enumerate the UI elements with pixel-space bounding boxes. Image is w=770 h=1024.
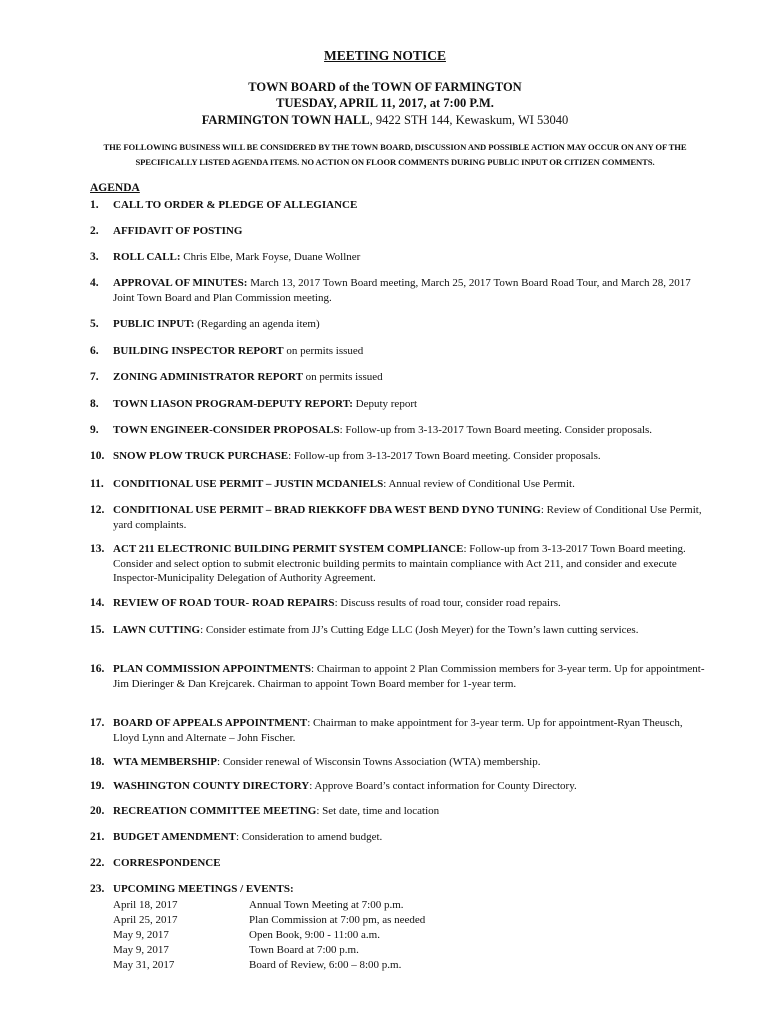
agenda-item-number: 5. [90,318,99,330]
agenda-item-text [113,882,710,897]
agenda-item [90,882,710,897]
agenda-item [90,250,710,265]
agenda-item [90,662,710,691]
disclaimer [90,140,700,170]
agenda-item-body: : Consideration to amend budget. [235,831,383,843]
agenda-item-heading: TOWN LIASON PROGRAM-DEPUTY REPORT: [113,398,353,410]
agenda-item-text [113,477,710,492]
event-date: May 9, 2017 [113,944,169,956]
agenda-item [90,224,710,239]
event-row [113,958,533,973]
agenda-item-number: 18. [90,756,105,768]
agenda-item-body: : Review of Conditional Use Permit, yard complaints. [113,504,702,531]
agenda-item-heading: BUDGET AMENDMENT [113,831,236,843]
agenda-item [90,623,710,638]
agenda-item-number: 8. [90,398,99,410]
agenda-item [90,317,710,332]
agenda-item-text [113,596,710,611]
agenda-item [90,596,710,611]
agenda-item-number: 15. [90,624,105,636]
agenda-item-heading: APPROVAL OF MINUTES: [113,277,248,289]
agenda-item-number: 21. [90,831,105,843]
agenda-item-heading: REVIEW OF ROAD TOUR- ROAD REPAIRS [113,597,335,609]
agenda-item-number: 11. [90,478,104,490]
event-description: Annual Town Meeting at 7:00 p.m. [249,899,404,911]
agenda-item [90,804,710,819]
agenda-item-heading: ZONING ADMINISTRATOR REPORT [113,371,303,383]
location-address: , 9422 STH 144, Kewaskum, WI 53040 [369,113,569,127]
agenda-item-number: 7. [90,371,99,383]
agenda-item-number: 6. [90,345,99,357]
disclaimer-line-2: SPECIFICALLY LISTED AGENDA ITEMS. NO ACTION ON FLOOR COMMENTS DURING PUBLIC INPUT OR CITIZEN COMMENTS. [135,157,655,167]
agenda-item-body: : Discuss results of road tour, consider road repairs. [334,597,561,609]
agenda-item-body: on permits issued [283,345,364,357]
agenda-item-heading: SNOW PLOW TRUCK PURCHASE [113,450,289,462]
agenda-item-body: : Annual review of Conditional Use Permit. [383,478,575,490]
agenda-item-heading: WASHINGTON COUNTY DIRECTORY [113,780,310,792]
event-date: April 25, 2017 [113,914,178,926]
agenda-item-text [113,198,710,213]
agenda-item [90,423,710,438]
agenda-item-number: 9. [90,424,99,436]
agenda-item-text [113,503,710,532]
agenda-item [90,198,710,213]
agenda-item-body: Deputy report [352,398,418,410]
agenda-item-heading: ROLL CALL: [113,251,181,263]
agenda-item-number: 1. [90,199,99,211]
agenda-item-number: 10. [90,450,105,462]
agenda-item [90,370,710,385]
agenda-item-body: on permits issued [302,371,383,383]
event-date: May 31, 2017 [113,959,175,971]
agenda-item [90,830,710,845]
agenda-item-heading: PUBLIC INPUT: [113,318,195,330]
event-date: May 9, 2017 [113,929,169,941]
agenda-item-text [113,423,710,438]
agenda-item-text [113,804,710,819]
agenda-item-number: 17. [90,717,105,729]
agenda-item-number: 23. [90,883,105,895]
agenda-item-body: Chris Elbe, Mark Foyse, Duane Wollner [180,251,361,263]
agenda-item-text [113,716,710,745]
agenda-item-text [113,344,710,359]
agenda-item-body: : Follow-up from 3-13-2017 Town Board meeting. Consider proposals. [339,424,653,436]
event-row [113,943,533,958]
agenda-item-body: (Regarding an agenda item) [194,318,320,330]
agenda-item-text [113,542,710,586]
disclaimer-line-1: THE FOLLOWING BUSINESS WILL BE CONSIDERED BY THE TOWN BOARD, DISCUSSION AND POSSIBLE ACTION MAY OCCUR ON ANY OF THE [103,142,687,152]
agenda-item-body: : Consider renewal of Wisconsin Towns Association (WTA) membership. [217,756,541,768]
agenda-item [90,779,710,794]
agenda-item-heading: AFFIDAVIT OF POSTING [113,225,243,237]
agenda-item-heading: LAWN CUTTING [113,624,201,636]
agenda-item-number: 16. [90,663,105,675]
agenda-item [90,856,710,871]
agenda-item-number: 4. [90,277,99,289]
board-name: TOWN BOARD of the TOWN OF FARMINGTON [248,80,522,94]
agenda-item-text [113,276,710,305]
agenda-item-heading: BOARD OF APPEALS APPOINTMENT [113,717,308,729]
agenda-item-body: : Approve Board’s contact information for County Directory. [309,780,577,792]
agenda-item-heading: TOWN ENGINEER-CONSIDER PROPOSALS [113,424,340,436]
agenda-item [90,477,710,492]
agenda-item-heading: WTA MEMBERSHIP [113,756,218,768]
agenda-item [90,716,710,745]
agenda-item-heading: PLAN COMMISSION APPOINTMENTS [113,663,312,675]
agenda-item-body: : Set date, time and location [316,805,440,817]
agenda-item-heading: CALL TO ORDER & PLEDGE OF ALLEGIANCE [113,199,358,211]
agenda-item [90,344,710,359]
agenda-label: AGENDA [90,182,140,194]
agenda-item-text [113,779,710,794]
agenda-item-text [113,623,710,638]
agenda-item-body: : Chairman to appoint 2 Plan Commission members for 3-year term. Up for appointment-Jim Dieringer & Dan Krejcarek. Chairman to appoint Town Board member for 1-year term. [113,663,705,690]
agenda-item-heading: CONDITIONAL USE PERMIT – BRAD RIEKKOFF DBA WEST BEND DYNO TUNING [113,504,541,516]
agenda-item-text [113,317,710,332]
agenda-item-body: : Chairman to make appointment for 3-year term. Up for appointment-Ryan Theusch, Lloyd Lynn and Alternate – John Fischer. [113,717,683,744]
event-description: Plan Commission at 7:00 pm, as needed [249,914,426,926]
event-description: Open Book, 9:00 - 11:00 a.m. [249,929,380,941]
agenda-item [90,542,710,586]
agenda-item-heading: CORRESPONDENCE [113,857,221,869]
agenda-item-text [113,224,710,239]
meeting-location [0,113,770,128]
agenda-item [90,449,710,464]
meeting-datetime: TUESDAY, APRIL 11, 2017, at 7:00 P.M. [276,96,494,110]
event-row [113,928,533,943]
agenda-item-text [113,370,710,385]
agenda-item-number: 12. [90,504,105,516]
agenda-item-text [113,856,710,871]
agenda-item-number: 20. [90,805,105,817]
event-date: April 18, 2017 [113,899,178,911]
agenda-item [90,397,710,412]
agenda-item-text [113,397,710,412]
agenda-item-heading: BUILDING INSPECTOR REPORT [113,345,284,357]
notice-title: MEETING NOTICE [324,48,446,63]
agenda-item-body: : Follow-up from 3-13-2017 Town Board meeting. Consider and select option to submit electronic building permits to maintain compliance with Act 211, and consider and execute Inspector-Municipality Delegation of Authority Agreement. [113,543,686,585]
agenda-item-body: : Follow-up from 3-13-2017 Town Board meeting. Consider proposals. [288,450,601,462]
agenda-item-body: : Consider estimate from JJ’s Cutting Edge LLC (Josh Meyer) for the Town’s lawn cutting services. [200,624,639,636]
event-row [113,913,533,928]
agenda-item-body: March 13, 2017 Town Board meeting, March 25, 2017 Town Board Road Tour, and March 28, 2017 Joint Town Board and Plan Commission meeting. [113,277,691,304]
upcoming-events-list [113,898,533,973]
agenda-item-text [113,449,710,464]
event-row [113,898,533,913]
agenda-item-text [113,830,710,845]
agenda-item-text [113,250,710,265]
agenda-item-heading: RECREATION COMMITTEE MEETING [113,805,317,817]
agenda-item-text [113,755,710,770]
agenda-item-text [113,662,710,691]
agenda-item-number: 3. [90,251,99,263]
location-name: FARMINGTON TOWN HALL [201,113,370,127]
agenda-item [90,755,710,770]
agenda-item-number: 22. [90,857,105,869]
agenda-item-heading: CONDITIONAL USE PERMIT – JUSTIN MCDANIELS [113,478,384,490]
agenda-item-number: 2. [90,225,99,237]
agenda-item-number: 19. [90,780,105,792]
event-description: Board of Review, 6:00 – 8:00 p.m. [249,959,402,971]
agenda-item-heading: UPCOMING MEETINGS / EVENTS: [113,883,294,895]
agenda-item [90,276,710,305]
agenda-item-number: 13. [90,543,105,555]
agenda-item [90,503,710,532]
agenda-item-heading: ACT 211 ELECTRONIC BUILDING PERMIT SYSTEM COMPLIANCE [113,543,464,555]
event-description: Town Board at 7:00 p.m. [249,944,359,956]
agenda-item-number: 14. [90,597,105,609]
